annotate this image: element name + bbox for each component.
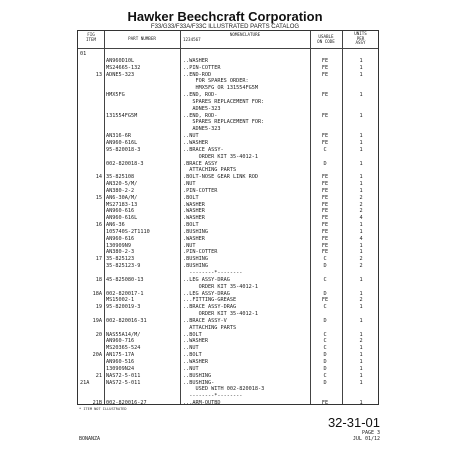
cell-use: FE [321,71,329,78]
table-row [78,106,378,113]
cell-part: AN960-716 [106,338,135,345]
cell-item: 21 [95,372,102,379]
cell-use: C [323,372,327,379]
cell-use: FE [321,92,329,99]
table-row [78,311,378,318]
cell-fig: 01 [80,51,87,57]
cell-qty: 1 [359,276,363,283]
cell-nom: SPARES REPLACEMENT FOR: [183,98,265,105]
cell-qty: 1 [359,92,363,99]
cell-qty: 4 [359,235,363,242]
cell-item: 21B [92,400,102,407]
cell-item: 17 [95,256,102,263]
cell-nom: .WASHER [183,215,205,222]
cell-use: D [323,290,327,297]
cell-item: 13 [95,71,102,78]
cell-nom: --------*-------- [183,393,243,400]
table-row [78,85,378,92]
cell-nom: ..BRACE ASSY-DRAG [183,304,237,311]
cell-item: 19A [92,317,102,324]
cell-part: NAS72-5-011 [106,379,141,386]
cell-qty: 1 [359,379,363,386]
cell-nom: ..BOLT [183,352,202,359]
cell-qty: 1 [359,71,363,78]
cell-item: 18 [95,276,102,283]
catalog-title: F33/G33/F33A/F33C ILLUSTRATED PARTS CATALOG [150,24,300,30]
table-row [78,400,378,407]
cell-part: 95-820019-3 [106,304,141,311]
cell-item: 19 [95,304,102,311]
cell-part: 105740S-2T1110 [106,228,150,235]
table-row [78,236,378,243]
cell-qty: 1 [359,139,363,146]
table-row [78,126,378,133]
cell-use: D [323,263,327,270]
cell-use: FE [321,201,329,208]
table-row [78,373,378,380]
cell-item: 14 [95,174,102,181]
table-row [78,140,378,147]
cell-item: 20 [95,331,102,338]
cell-part: AN6-30A/M/ [106,194,138,201]
cell-part: AN960D10L [106,57,135,64]
col-use2: ON CODE [317,38,335,44]
table-row [78,181,378,188]
table-row [78,366,378,373]
cell-nom: ..LEG ASSY-DRAG [183,290,230,297]
cell-qty: 2 [359,208,363,215]
cell-qty: 2 [359,263,363,270]
cell-use: FE [321,215,329,222]
cell-item: 20A [92,352,102,359]
cell-use: FE [321,249,329,256]
table-row [78,113,378,120]
col-nom-label: NOMENCLATURE [229,32,261,37]
col-qty1: UNITS [354,31,367,36]
table-row [78,202,378,209]
table-row [78,92,378,99]
table-row [78,332,378,339]
cell-part: MS27183-13 [106,201,138,208]
cell-use: FE [321,181,329,188]
cell-use: D [323,358,327,365]
table-row [78,167,378,174]
cell-qty: 2 [359,256,363,263]
cell-qty: 1 [359,290,363,297]
table-row [78,263,378,270]
cell-part: AN175-17A [106,352,135,359]
table-row [78,256,378,263]
cell-part: 130909N9 [106,242,131,249]
revision-date: JUL 01/12 [352,436,380,442]
cell-item: 18A [92,290,102,297]
cell-nom: ORDER KIT 35-4012-1 [183,283,258,290]
cell-part: AN6-36 [106,222,125,229]
cell-part: AN320-5/M/ [106,181,138,188]
cell-use: FE [321,228,329,235]
cell-part: AN960-616L [106,139,138,146]
cell-use: FE [321,222,329,229]
cell-nom: ..LEG ASSY-DRAG [183,276,230,283]
parts-table [77,30,379,405]
table-row [78,325,378,332]
table-row [78,345,378,352]
cell-qty: 1 [359,400,363,407]
cell-nom: USED WITH 002-820018-3 [183,386,265,393]
cell-qty: 1 [359,365,363,372]
cell-part: AN960-616 [106,208,135,215]
cell-use: D [323,352,327,359]
cell-qty: 1 [359,133,363,140]
table-row [78,195,378,202]
cell-use: FE [321,235,329,242]
cell-nom: FOR SPARES ORDER: [183,78,249,85]
cell-part: NAS72-5-011 [106,372,141,379]
cell-nom: --------*-------- [183,270,243,276]
table-row [78,51,378,58]
cell-qty: 1 [359,242,363,249]
cell-nom: ..BOLT [183,331,202,338]
cell-qty: 1 [359,345,363,352]
cell-use: FE [321,174,329,181]
table-row [78,188,378,195]
cell-part: AN316-6R [106,133,131,140]
cell-nom: .BOLT-NOSE GEAR LINK ROD [183,174,258,181]
cell-use: FE [321,194,329,201]
col-use1: USABLE [318,34,334,39]
cell-nom: .BUSHING [183,256,208,263]
cell-qty: 1 [359,57,363,64]
cell-nom: ..END, ROD- [183,92,218,99]
cell-qty: 1 [359,317,363,324]
cell-nom: ..NUT [183,365,199,372]
cell-qty: 2 [359,201,363,208]
cell-nom: ADNE5-323 [183,126,221,133]
cell-nom: ..WASHER [183,358,208,365]
table-row [78,393,378,400]
cell-part: HMX5FG [106,92,125,99]
cell-part: 002-820016-31 [106,317,147,324]
page-label: PAGE 3 [361,430,380,436]
table-row [78,215,378,222]
cell-qty: 1 [359,331,363,338]
cell-use: D [323,160,327,167]
cell-part: 35-825123 [106,256,135,263]
cell-nom: ...ARM-OUTBD [183,400,221,407]
model-name: BONANZA [79,436,101,442]
cell-part: 130909N24 [106,365,135,372]
cell-qty: 1 [359,146,363,153]
table-row [78,133,378,140]
cell-nom: ORDER KIT 35-4012-1 [183,153,258,160]
cell-qty: 1 [359,228,363,235]
table-row [78,243,378,250]
cell-part: 002-820018-3 [106,160,144,167]
cell-use: D [323,365,327,372]
cell-nom: ..END-ROD [183,71,212,78]
footnote: * ITEM NOT ILLUSTRATED [79,407,127,411]
cell-part: 35-825123-9 [106,263,141,270]
table-row [78,359,378,366]
col-fig-label: FIG [87,32,95,37]
table-row [78,58,378,65]
cell-part: ADNE5-323 [106,71,135,78]
cell-qty: 1 [359,174,363,181]
col-header-part: PART NUMBER [128,36,156,41]
cell-use: FE [321,187,329,194]
cell-part: AN960-616 [106,235,135,242]
cell-qty: 1 [359,181,363,188]
cell-use: FE [321,208,329,215]
table-row [78,380,378,387]
cell-nom: ..BUSHING- [183,379,215,386]
cell-nom: ADNE5-323 [183,105,221,112]
cell-qty: 1 [359,352,363,359]
cell-use: FE [321,64,329,71]
table-row [78,78,378,85]
cell-use: FE [321,242,329,249]
cell-use: FE [321,57,329,64]
cell-part: AN960-516 [106,358,135,365]
table-row [78,229,378,236]
cell-nom: .BUSHING [183,228,208,235]
table-row [78,318,378,325]
cell-nom: ..BRACE ASSY- [183,146,224,153]
table-row [78,72,378,79]
cell-nom: ..BUSHING [183,372,212,379]
table-row [78,386,378,393]
cell-qty: 1 [359,64,363,71]
cell-part: MS24665-132 [106,64,141,71]
col-header-nomenclature [180,33,310,42]
cell-part: 002-820016-27 [106,400,147,407]
cell-use: FE [321,112,329,119]
cell-part: NAS55A14/M/ [106,331,141,338]
cell-part: AN960-616L [106,215,138,222]
cell-use: C [323,345,327,352]
table-row [78,304,378,311]
cell-use: C [323,146,327,153]
cell-nom: .BOLT [183,194,199,201]
cell-use: FE [321,297,329,304]
col-qty2: PER [356,35,365,41]
cell-part: 95-820018-3 [106,146,141,153]
cell-qty: 1 [359,112,363,119]
table-row [78,65,378,72]
cell-nom: .NUT [183,242,196,249]
cell-nom: ATTACHING PARTS [183,167,237,174]
cell-nom: .WASHER [183,201,205,208]
cell-part: 002-820017-1 [106,290,144,297]
company-title: Hawker Beechcraft Corporation [127,9,323,24]
cell-nom: .NUT [183,181,196,188]
col-header-usable [310,35,342,44]
cell-qty: 2 [359,297,363,304]
cell-nom: .BRACE ASSY [183,160,218,167]
cell-nom: ...FITTING-GREASE [183,297,237,304]
col-qty3: ASSY [355,40,366,46]
cell-use: D [323,379,327,386]
col-header-qty [342,32,379,46]
cell-qty: 2 [359,194,363,201]
cell-use: C [323,304,327,311]
cell-nom: ..WASHER [183,57,208,64]
cell-use: D [323,317,327,324]
page-number: 32-31-01 [327,415,380,430]
cell-part: MS20365-524 [106,345,141,352]
cell-nom: ..END, ROD- [183,112,218,119]
cell-part: 131554FG5M [106,112,138,119]
cell-qty: 2 [359,338,363,345]
table-row [78,277,378,284]
table-row [78,154,378,161]
cell-part: AN380-2-2 [106,187,135,194]
cell-nom: ..BRACE ASSY-V [183,317,227,324]
table-row [78,161,378,168]
cell-nom: ..WASHER [183,139,208,146]
cell-qty: 1 [359,222,363,229]
col-nom-indent: 1234567 [183,36,201,42]
table-row [78,338,378,345]
table-row [78,119,378,126]
cell-nom: ORDER KIT 35-4012-1 [183,311,258,318]
cell-part: MS15002-1 [106,297,135,304]
parts-rows [78,51,378,407]
table-row [78,174,378,181]
cell-nom: HMX5FG OR 131554FG5M [183,85,258,92]
col-item-label: ITEM [85,36,97,42]
cell-use: FE [321,400,329,407]
cell-item: 16 [95,222,102,229]
cell-qty: 1 [359,372,363,379]
cell-nom: .PIN-COTTER [183,249,218,256]
table-row [78,222,378,229]
cell-part: AN380-2-3 [106,249,135,256]
cell-qty: 1 [359,160,363,167]
cell-qty: 4 [359,215,363,222]
cell-qty: 1 [359,358,363,365]
table-row [78,352,378,359]
cell-qty: 1 [359,249,363,256]
cell-nom: .WASHER [183,235,205,242]
table-row [78,249,378,256]
cell-part: 35-825108 [106,174,135,181]
cell-item: 15 [95,194,102,201]
cell-nom: ..PIN-COTTER [183,64,221,71]
cell-use: C [323,256,327,263]
cell-qty: 1 [359,304,363,311]
table-row [78,147,378,154]
cell-nom: SPARES REPLACEMENT FOR: [183,119,265,126]
cell-nom: .WASHER [183,208,205,215]
cell-part: 45-825080-13 [106,276,144,283]
cell-nom: ..NUT [183,133,199,140]
table-row [78,297,378,304]
cell-nom: .BUSHING [183,263,208,270]
cell-fig: 21A [80,379,90,386]
cell-nom: .PIN-COTTER [183,187,218,194]
cell-use: C [323,338,327,345]
cell-use: C [323,331,327,338]
col-header-fig-item [78,33,104,42]
table-row [78,291,378,298]
cell-nom: .BOLT [183,222,199,229]
header-divider [78,48,378,49]
cell-use: FE [321,133,329,140]
cell-nom: ..NUT [183,345,199,352]
cell-qty: 1 [359,187,363,194]
table-row [78,208,378,215]
table-row [78,284,378,291]
table-row [78,270,378,277]
cell-nom: ..WASHER [183,338,208,345]
cell-nom: ATTACHING PARTS [183,324,237,331]
cell-use: FE [321,139,329,146]
table-row [78,99,378,106]
cell-use: C [323,276,327,283]
